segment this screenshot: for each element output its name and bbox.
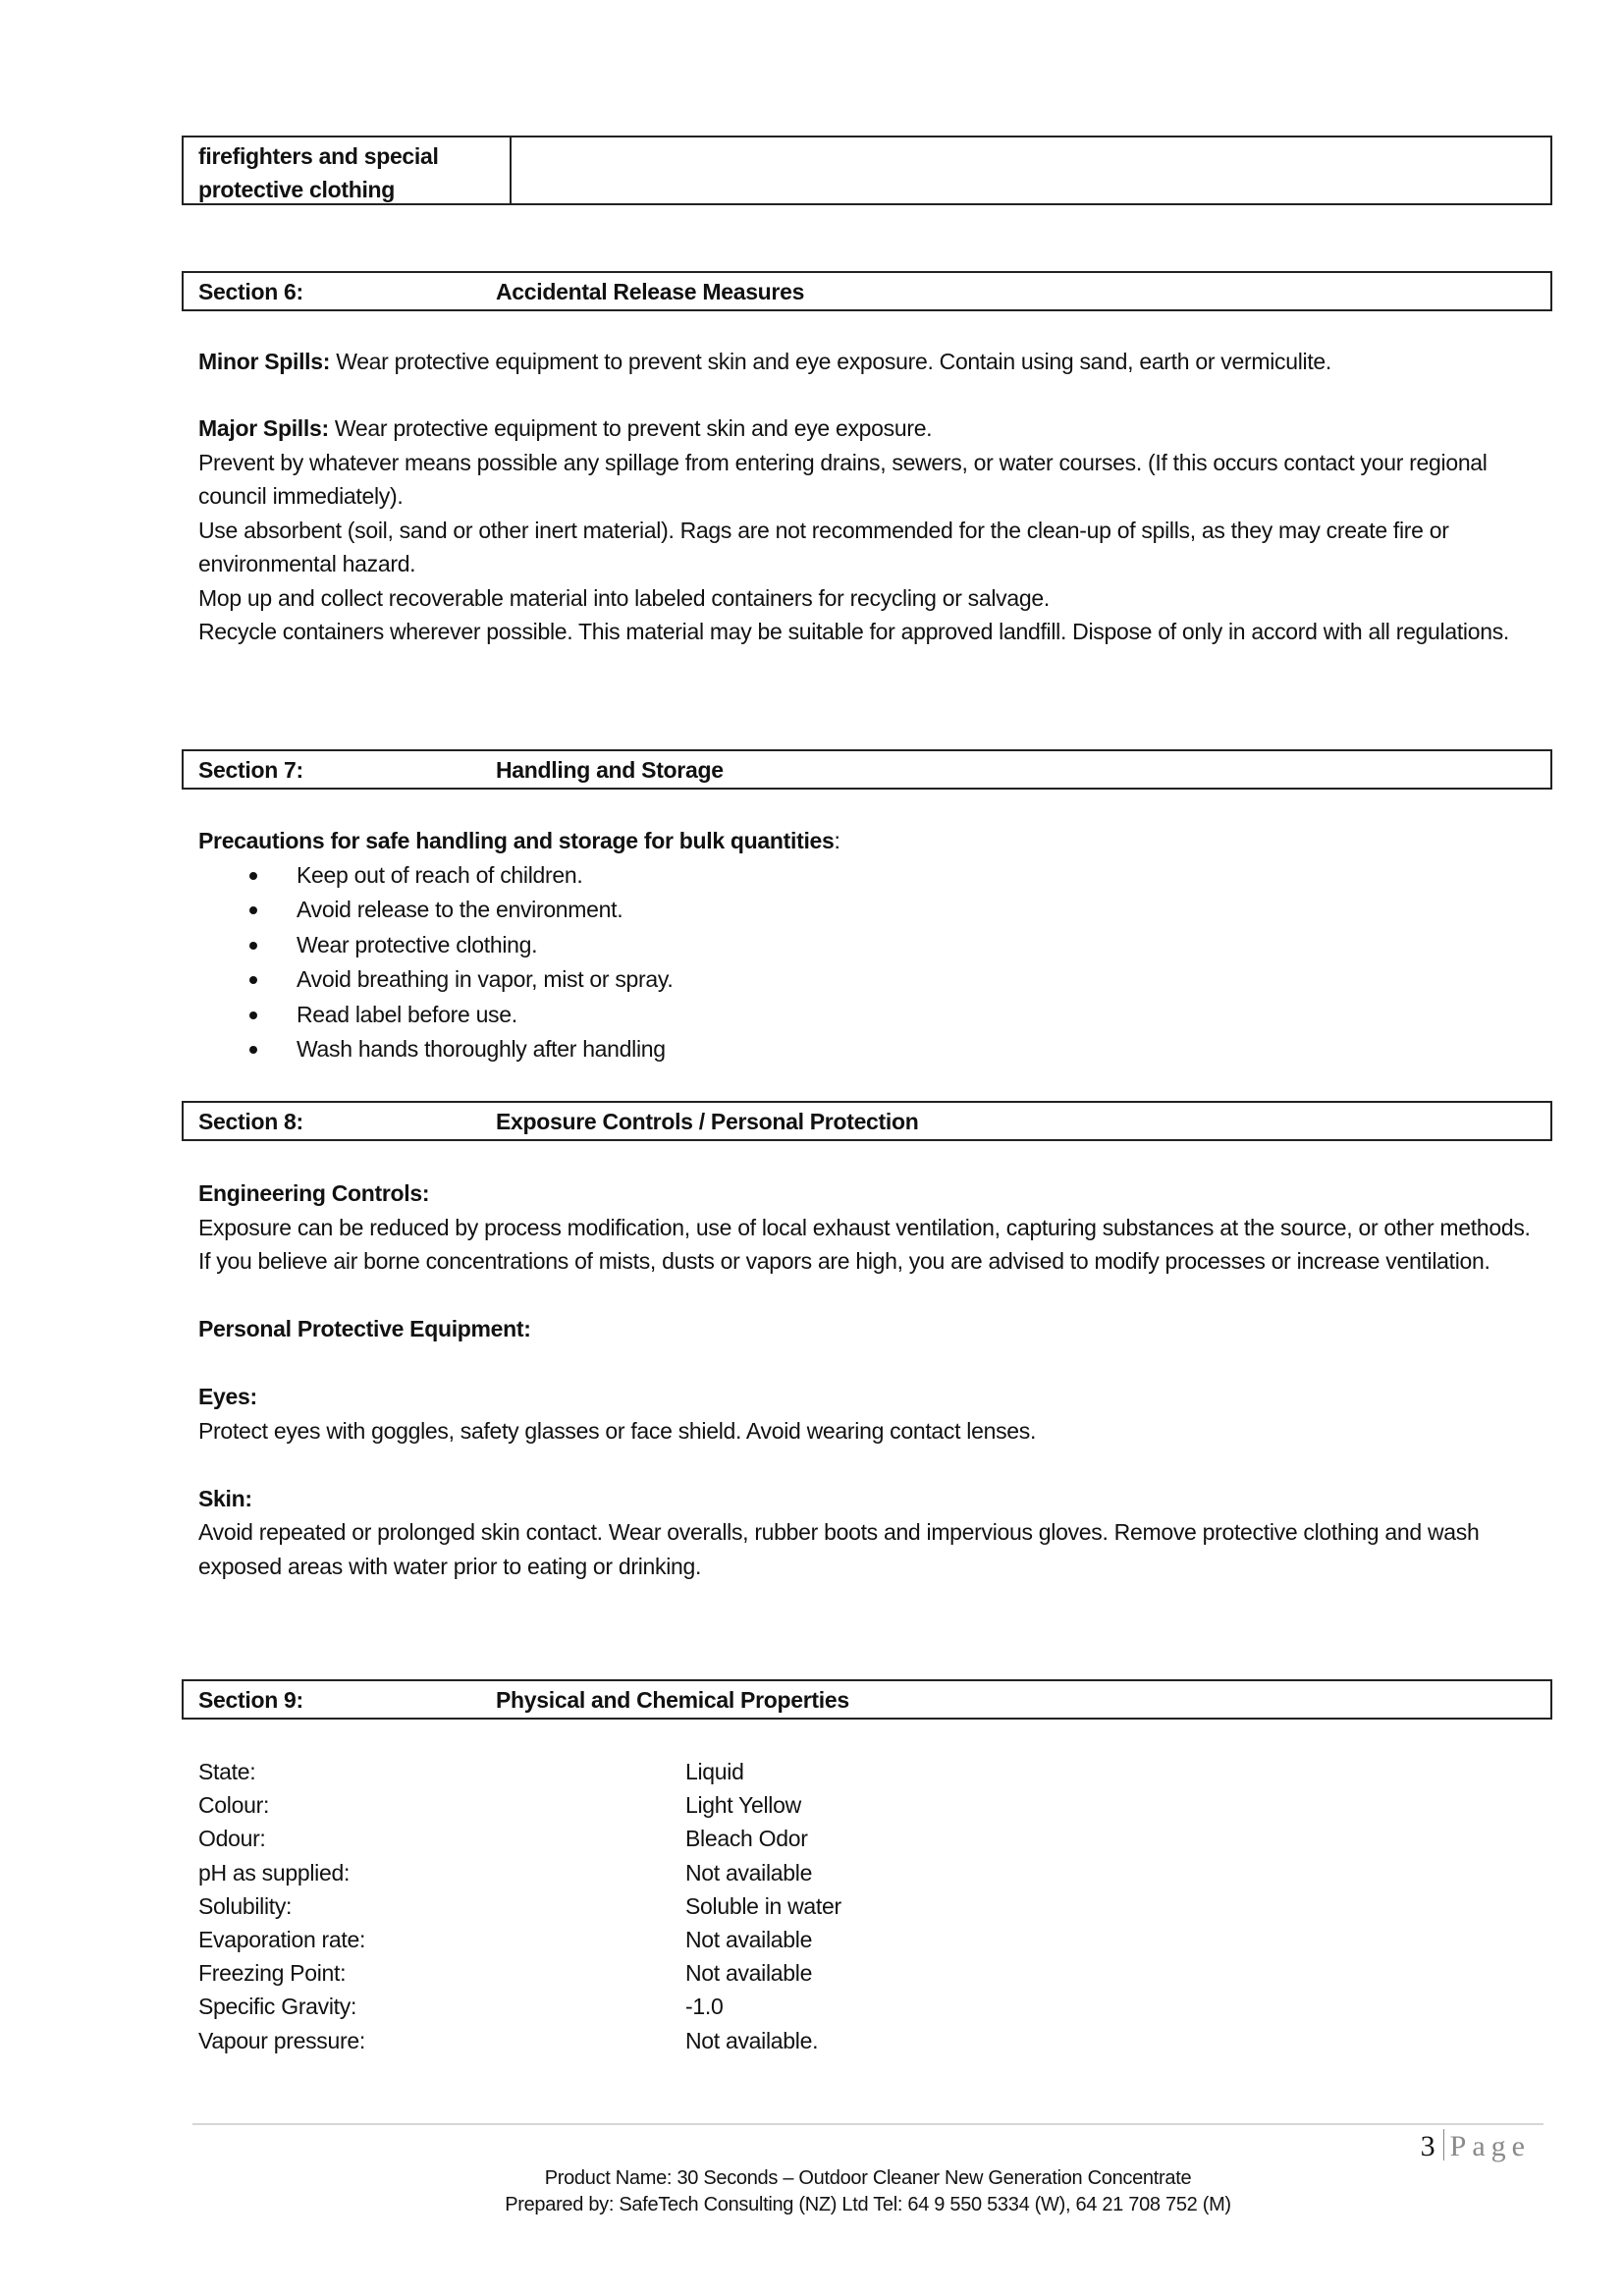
section-label: Section 7: bbox=[198, 757, 303, 783]
list-item: Wear protective clothing. bbox=[198, 928, 1543, 963]
minor-label: Minor Spills: bbox=[198, 349, 331, 374]
section-title: Handling and Storage bbox=[496, 757, 724, 783]
property-row bbox=[198, 2024, 841, 2057]
property-key: Evaporation rate: bbox=[198, 1927, 366, 1953]
page-number bbox=[1421, 2129, 1531, 2163]
section-8-header bbox=[182, 1101, 1552, 1141]
footer bbox=[0, 2165, 1624, 2218]
section-label: Section 6: bbox=[198, 279, 303, 304]
property-value: Liquid bbox=[685, 1759, 744, 1784]
property-row bbox=[198, 1856, 841, 1889]
property-row bbox=[198, 1990, 841, 2023]
section-6-header bbox=[182, 271, 1552, 311]
label-line: protective clothing bbox=[198, 177, 396, 202]
property-key: Vapour pressure: bbox=[198, 2027, 365, 2053]
property-key: Solubility: bbox=[198, 1892, 293, 1919]
major-label: Major Spills: bbox=[198, 415, 329, 441]
list-item: Avoid breathing in vapor, mist or spray. bbox=[198, 962, 1543, 998]
property-row bbox=[198, 1788, 841, 1822]
footer-divider bbox=[192, 2123, 1543, 2125]
property-key: Specific Gravity: bbox=[198, 1994, 357, 2020]
property-key: State: bbox=[198, 1759, 256, 1784]
paragraph: Use absorbent (soil, sand or other inert material). Rags are not recommended for the clean-up of spills, as they may create fire or environmental hazard. bbox=[198, 517, 1449, 576]
list-item: Avoid release to the environment. bbox=[198, 893, 1543, 928]
property-key: Odour: bbox=[198, 1826, 266, 1852]
section-title: Physical and Chemical Properties bbox=[496, 1687, 849, 1713]
engineering-heading: Engineering Controls: bbox=[198, 1180, 430, 1206]
section-9-header bbox=[182, 1679, 1552, 1720]
footer-prepared-by: Prepared by: SafeTech Consulting (NZ) Ltd Tel: 64 9 550 5334 (W), 64 21 708 752 (M) bbox=[505, 2194, 1231, 2215]
property-value: Not available. bbox=[685, 2027, 819, 2053]
property-value: Not available bbox=[685, 1927, 813, 1953]
eyes-text: Protect eyes with goggles, safety glasses or face shield. Avoid wearing contact lenses. bbox=[198, 1417, 1037, 1444]
skin-heading: Skin: bbox=[198, 1485, 252, 1511]
property-row bbox=[198, 1755, 841, 1788]
handling-precautions bbox=[198, 824, 1543, 1067]
minor-spills bbox=[198, 345, 1543, 379]
section-title: Exposure Controls / Personal Protection bbox=[496, 1109, 919, 1134]
property-value: Not available bbox=[685, 1859, 813, 1886]
list-item: Read label before use. bbox=[198, 998, 1543, 1033]
section-title: Accidental Release Measures bbox=[496, 279, 805, 304]
property-key: pH as supplied: bbox=[198, 1859, 351, 1886]
property-row bbox=[198, 1889, 841, 1923]
major-text: Wear protective equipment to prevent skin and eye exposure. bbox=[328, 415, 933, 441]
page-number-value: 3 bbox=[1420, 2130, 1437, 2162]
property-row bbox=[198, 1923, 841, 1956]
property-value: Not available bbox=[685, 1960, 813, 1987]
table-label bbox=[198, 139, 439, 206]
section-label: Section 8: bbox=[198, 1109, 303, 1134]
list-item: Wash hands thoroughly after handling bbox=[198, 1032, 1543, 1067]
page-word: Page bbox=[1449, 2130, 1531, 2162]
property-value: Light Yellow bbox=[685, 1792, 801, 1819]
heading-suffix: : bbox=[834, 828, 840, 853]
table-divider bbox=[510, 137, 512, 203]
ppe-heading: Personal Protective Equipment: bbox=[198, 1316, 531, 1341]
exposure-controls bbox=[198, 1176, 1543, 1583]
paragraph: Mop up and collect recoverable material into labeled containers for recycling or salvage. bbox=[198, 584, 1050, 611]
eyes-heading: Eyes: bbox=[198, 1384, 257, 1409]
section-label: Section 9: bbox=[198, 1687, 303, 1713]
list-item: Keep out of reach of children. bbox=[198, 858, 1543, 894]
precautions-heading: Precautions for safe handling and storage for bulk quantities bbox=[198, 828, 835, 853]
property-key: Freezing Point: bbox=[198, 1960, 347, 1987]
property-row bbox=[198, 1956, 841, 1990]
properties-list bbox=[198, 1755, 841, 2057]
property-value: -1.0 bbox=[685, 1994, 724, 2020]
section-7-header bbox=[182, 749, 1552, 790]
footer-product-name: Product Name: 30 Seconds – Outdoor Cleaner New Generation Concentrate bbox=[544, 2167, 1192, 2189]
precautions-list bbox=[198, 858, 1543, 1067]
label-line: firefighters and special bbox=[198, 143, 439, 169]
property-value: Bleach Odor bbox=[685, 1826, 808, 1852]
firefighters-table bbox=[182, 136, 1552, 205]
page-separator bbox=[1443, 2129, 1444, 2160]
property-key: Colour: bbox=[198, 1792, 270, 1819]
minor-text: Wear protective equipment to prevent skin and eye exposure. Contain using sand, earth or vermiculite. bbox=[330, 349, 1331, 374]
property-row bbox=[198, 1822, 841, 1855]
skin-text: Avoid repeated or prolonged skin contact. Wear overalls, rubber boots and impervious gloves. Remove protective clothing and wash exposed areas with water prior to eating or drinking. bbox=[198, 1519, 1480, 1579]
paragraph: Prevent by whatever means possible any spillage from entering drains, sewers, or water courses. (If this occurs contact your regional council immediately). bbox=[198, 449, 1488, 509]
major-spills bbox=[198, 411, 1543, 649]
engineering-text: Exposure can be reduced by process modification, use of local exhaust ventilation, capturing substances at the source, or other methods. If you believe air borne concentrations of mists, dusts or vapors are high, you are advised to modify processes or increase ventilation. bbox=[198, 1214, 1531, 1274]
property-value: Soluble in water bbox=[685, 1892, 841, 1919]
paragraph: Recycle containers wherever possible. This material may be suitable for approved landfill. Dispose of only in accord with all regulations. bbox=[198, 619, 1510, 644]
